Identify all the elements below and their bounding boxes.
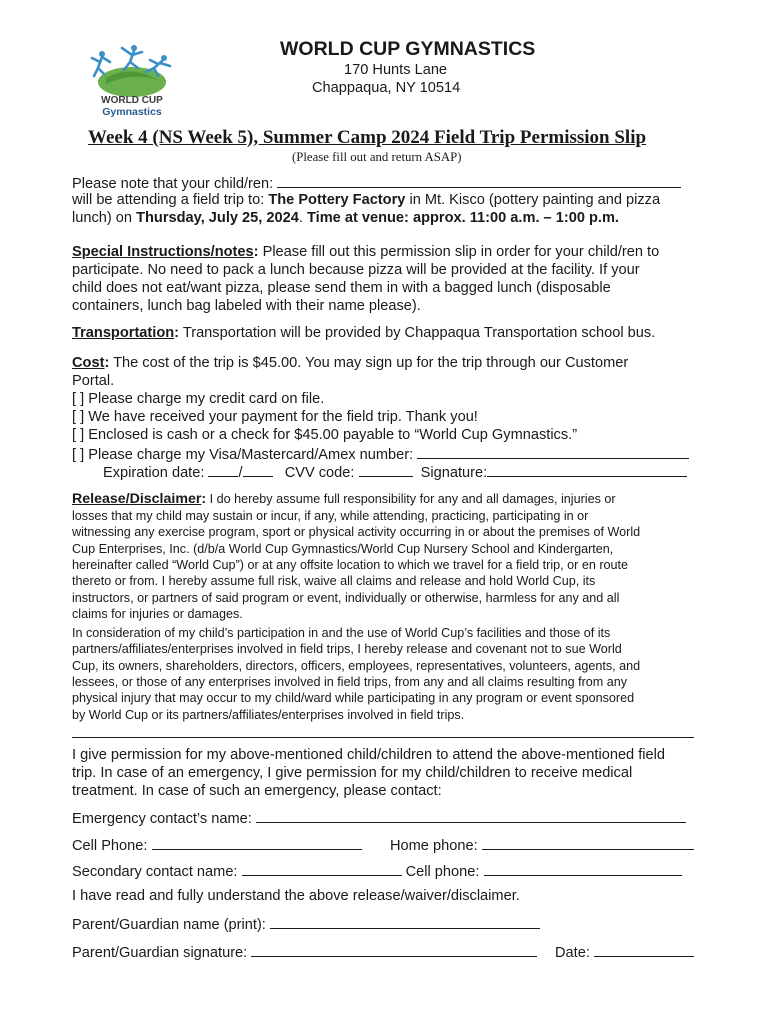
- expiration-label: Expiration date:: [103, 465, 209, 481]
- release-line6: thereto or from. I hereby assume full risk, waive all claims and release and hold World Cup, its: [72, 574, 596, 588]
- card-signature-field[interactable]: [487, 462, 687, 477]
- consideration-line1: In consideration of my child’s participation in and the use of World Cup’s facilities and those of its: [72, 626, 611, 640]
- secondary-contact-label: Secondary contact name:: [72, 864, 242, 880]
- signature-label: Signature:: [420, 465, 488, 481]
- home-phone-field[interactable]: [482, 835, 694, 850]
- address-line1: 170 Hunts Lane: [344, 62, 448, 78]
- child-name-field[interactable]: [277, 173, 681, 188]
- payment-option-label: [ ] Please charge my Visa/Mastercard/Amex number:: [72, 447, 418, 463]
- consideration-line6: by World Cup or its partners/affiliates/enterprises involved in field trips.: [72, 708, 465, 722]
- expiration-month-field[interactable]: [208, 462, 238, 477]
- emergency-contact-field[interactable]: [256, 808, 686, 823]
- emergency-contact-row: [72, 808, 686, 828]
- transport-label: Transportation: [72, 325, 175, 341]
- intro-line2: [72, 191, 660, 209]
- cvv-label: CVV code:: [284, 465, 359, 481]
- cell-phone-label: Cell Phone:: [72, 838, 152, 854]
- intro-text: in Mt. Kisco (pottery painting and pizza: [405, 192, 661, 208]
- release-line7: instructors, or partners of said program or event, individually or otherwise, harmless for any and all: [72, 591, 620, 605]
- transport-colon: :: [174, 325, 180, 341]
- secondary-contact-field[interactable]: [242, 861, 402, 876]
- special-line4: containers, lunch bag labeled with their name please).: [72, 298, 421, 314]
- special-colon: :: [253, 244, 259, 260]
- payment-option-charge-card[interactable]: [72, 444, 689, 464]
- page-title: Week 4 (NS Week 5), Summer Camp 2024 Field Trip Permission Slip: [88, 127, 647, 148]
- expiration-year-field[interactable]: [243, 462, 273, 477]
- emergency-contact-label: Emergency contact’s name:: [72, 811, 256, 827]
- intro-text: .: [298, 210, 307, 226]
- special-line3: child does not eat/want pizza, please send them in with a bagged lunch (disposable: [72, 280, 611, 296]
- read-acknowledgement: I have read and fully understand the above release/waiver/disclaimer.: [72, 888, 520, 904]
- release-line4: Cup Enterprises, Inc. (d/b/a World Cup Gymnastics/World Cup Nursery School and Kindergarten,: [72, 542, 614, 556]
- home-phone-row: [390, 835, 694, 855]
- release-line2: losses that my child may sustain or incur, if any, while attending, practicing, participating in or: [72, 509, 589, 523]
- org-name: WORLD CUP GYMNASTICS: [280, 38, 536, 60]
- permission-line2: trip. In case of an emergency, I give permission for my child/children to receive medical: [72, 765, 633, 781]
- payment-option-received[interactable]: [ ] We have received your payment for the field trip. Thank you!: [72, 409, 478, 425]
- logo: [84, 40, 180, 118]
- page-subtitle: (Please fill out and return ASAP): [292, 150, 462, 164]
- secondary-contact-row: [72, 861, 682, 881]
- intro-child-label: Please note that your child/ren:: [72, 176, 278, 192]
- transport-line: [72, 324, 655, 342]
- intro-text: lunch) on: [72, 210, 137, 226]
- secondary-cell-field[interactable]: [484, 861, 682, 876]
- cost-line1: [72, 354, 628, 372]
- date-label: Date:: [555, 945, 594, 961]
- guardian-signature-label: Parent/Guardian signature:: [72, 945, 252, 961]
- guardian-signature-field[interactable]: [251, 942, 537, 957]
- address-line2: Chappaqua, NY 10514: [312, 80, 461, 96]
- cost-colon: :: [104, 355, 110, 371]
- special-line1: [72, 243, 659, 261]
- guardian-signature-row: [72, 942, 537, 962]
- logo-text-line2: Gymnastics: [102, 106, 162, 118]
- expiration-separator: /: [238, 465, 243, 481]
- guardian-name-field[interactable]: [270, 914, 540, 929]
- release-line8: claims for injuries or damages.: [72, 607, 243, 621]
- card-number-field[interactable]: [417, 444, 689, 459]
- guardian-name-label: Parent/Guardian name (print):: [72, 917, 270, 933]
- permission-line3: treatment. In case of such an emergency, please contact:: [72, 783, 442, 799]
- date-row: [555, 942, 694, 962]
- intro-line3: [72, 209, 619, 227]
- intro-line1: [72, 173, 681, 193]
- release-line3: witnessing any exercise program, sport or physical activity occurring in or about the premises of World: [72, 525, 641, 539]
- payment-option-cash-check[interactable]: [ ] Enclosed is cash or a check for $45.00 payable to “World Cup Gymnastics.”: [72, 427, 578, 443]
- venue-name: The Pottery Factory: [268, 192, 406, 208]
- special-label: Special Instructions/notes: [72, 244, 254, 260]
- payment-option-card-on-file[interactable]: [ ] Please charge my credit card on file.: [72, 391, 325, 407]
- secondary-cell-label: Cell phone:: [401, 864, 484, 880]
- consideration-line4: lessees, or those of any enterprises involved in field trips, from any and all claims resulting from any: [72, 675, 628, 689]
- cost-text: The cost of the trip is $45.00. You may sign up for the trip through our Customer: [109, 355, 629, 371]
- release-line1: [72, 491, 616, 507]
- logo-text-line1: WORLD CUP: [101, 95, 163, 106]
- card-details-line: [103, 462, 687, 482]
- trip-date: Thursday, July 25, 2024: [136, 210, 299, 226]
- permission-line1: I give permission for my above-mentioned child/children to attend the above-mentioned field: [72, 747, 665, 763]
- intro-text: will be attending a field trip to:: [72, 192, 269, 208]
- transport-text: Transportation will be provided by Chappaqua Transportation school bus.: [179, 325, 656, 341]
- consideration-line2: partners/affiliates/enterprises involved in field trips, I hereby release and covenant not to sue World: [72, 642, 622, 656]
- consideration-line3: Cup, its owners, shareholders, directors, officers, employees, representatives, volunteers, agents, and: [72, 659, 641, 673]
- special-text: Please fill out this permission slip in order for your child/ren to: [258, 244, 660, 260]
- release-line5: hereinafter called “World Cup”) or at any offsite location to which we travel for a field trip, or en route: [72, 558, 629, 572]
- gymnast-logo-icon: [84, 40, 180, 118]
- cost-line2: Portal.: [72, 373, 115, 389]
- cost-label: Cost: [72, 355, 105, 371]
- home-phone-label: Home phone:: [390, 838, 482, 854]
- cell-phone-row: [72, 835, 362, 855]
- consideration-line5: physical injury that may occur to my child/ward while participating in any program or event sponsored: [72, 691, 635, 705]
- venue-time: Time at venue: approx. 11:00 a.m. – 1:00 p.m.: [306, 210, 619, 226]
- cvv-field[interactable]: [359, 462, 413, 477]
- guardian-name-row: [72, 914, 540, 934]
- release-label: Release/Disclaimer: [72, 491, 202, 507]
- release-text: I do hereby assume full responsibility for any and all damages, injuries or: [206, 492, 616, 506]
- cell-phone-field[interactable]: [152, 835, 362, 850]
- special-line2: participate. No need to pack a lunch because pizza will be provided at the facility. If your: [72, 262, 640, 278]
- date-field[interactable]: [594, 942, 694, 957]
- release-colon: :: [201, 491, 207, 507]
- section-divider: [72, 737, 694, 738]
